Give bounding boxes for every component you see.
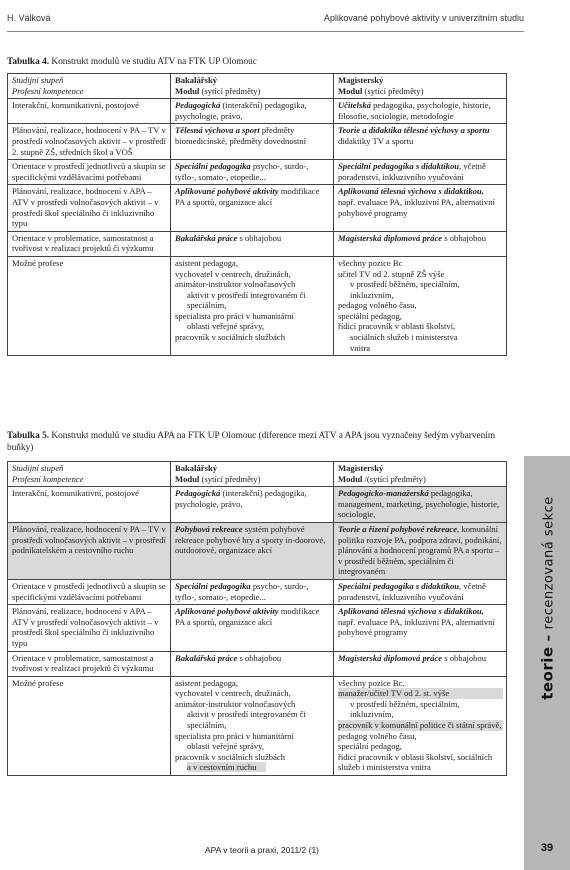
table4-header-cell <box>8 74 171 99</box>
module-subjects: (interakční) pedagogika, psychologie, právo, <box>175 488 307 509</box>
bachelor-module-cell <box>171 651 334 676</box>
header-module: Modul <box>338 473 363 484</box>
module-title: Speciální pedagogika s didaktikou <box>338 161 460 172</box>
bachelor-module-cell-shaded <box>171 522 334 579</box>
master-professions-cell <box>334 256 507 355</box>
module-subjects: psycho-, surdo-, tyflo-, somato-, etopedie... <box>175 161 309 182</box>
table4-header-row <box>8 74 507 99</box>
master-module-cell <box>334 160 507 185</box>
bachelor-module-cell <box>171 231 334 256</box>
module-title: Pedagogická <box>175 100 221 111</box>
table-row <box>8 579 507 604</box>
header-master: Magisterský <box>338 75 384 85</box>
table-row <box>8 522 507 579</box>
table-row <box>8 651 507 676</box>
master-module-cell <box>334 99 507 124</box>
module-title: Speciální pedagogika s didaktikou <box>338 580 460 591</box>
module-title: Pedagogicko-manažerská <box>338 488 429 499</box>
header-study-level: Studijní stupeň <box>12 463 64 473</box>
table5-header-cell <box>334 462 507 487</box>
master-professions-cell <box>334 676 507 775</box>
competence-cell: Plánování, realizace, hodnocení v APA – ATV v prostředí volnočasových aktivit – v prostředí škol speciálního či inkluzivního typu <box>8 605 171 651</box>
header-module: Modul <box>338 85 363 96</box>
profession-line: pedagog volného času, <box>338 730 417 741</box>
module-title: Pedagogická <box>175 488 221 499</box>
header-bachelor: Bakalářský <box>175 75 218 85</box>
module-title: Aplikované pohybové aktivity <box>175 186 279 197</box>
bachelor-module-cell <box>171 99 334 124</box>
table5-caption-text: Konstrukt modulů ve studiu APA na FTK UP Olomouc (diference mezi ATV a APA jsou vyznačeny šedým vybarvením buňky) <box>7 431 496 453</box>
table-row <box>8 185 507 231</box>
header-master: Magisterský <box>338 463 384 473</box>
table4-caption <box>7 56 517 68</box>
profession-line: speciální pedagog, <box>338 741 402 752</box>
profession-line: animátor-instruktor volnočasových <box>175 279 296 290</box>
table-row <box>8 487 507 523</box>
competence-cell-shaded: Plánování, realizace, hodnocení v PA – TV v prostředí volnočasových aktivit – v prostředí podnikatelském a cestovního ruchu <box>8 522 171 579</box>
competence-cell: Orientace v problematice, samostatnost a tvořivost v realizaci projektů či výzkumu <box>8 651 171 676</box>
table-row <box>8 605 507 651</box>
profession-line: speciální pedagog, <box>338 310 402 321</box>
table4-header-cell <box>171 74 334 99</box>
module-subjects: s obhajobou <box>237 232 282 243</box>
header-module: Modul <box>175 473 200 484</box>
table5-header-cell <box>171 462 334 487</box>
profession-line: všechny pozice Bc. <box>338 677 405 688</box>
module-subjects: modifikace PA a sportů, organizace akcí <box>175 606 320 627</box>
profession-line: vychovatel v centrech, družinách, <box>175 268 291 279</box>
header-rule <box>7 31 524 32</box>
module-subjects: pedagogika, psychologie, historie, filosofie, sociologie, metodologie <box>338 100 491 121</box>
module-subjects: systém pohybové rekreace pohybové hry a sporty in-doorové, outdoorové, organizace akcí <box>175 523 326 556</box>
header-competence: Profesní kompetence <box>12 85 84 96</box>
profession-line: aktivit v prostředí integrovaném či <box>187 289 306 300</box>
competence-cell: Možné profese <box>8 256 171 355</box>
competence-cell: Orientace v prostředí jednotlivců a skupin se specifickými vzdělávacími potřebami <box>8 160 171 185</box>
profession-line: animátor-instruktor volnočasových <box>175 698 296 709</box>
profession-line: speciálním, <box>187 300 227 311</box>
master-module-cell <box>334 651 507 676</box>
profession-line: učitel TV od 2. stupně ZŠ výše <box>338 268 445 279</box>
table4-header-cell <box>334 74 507 99</box>
section-label-dash: – <box>541 629 557 647</box>
module-title: Bakalářská práce <box>175 232 238 243</box>
profession-line: asistent pedagoga, <box>175 257 239 268</box>
page-number: 39 <box>540 842 554 854</box>
bachelor-module-cell <box>171 124 334 160</box>
module-subjects: , včetně poradenství, inkluzivního vyučování <box>338 580 486 602</box>
profession-line: všechny pozice Bc <box>338 257 403 268</box>
table-row <box>8 256 507 355</box>
module-subjects: , komunální politika rozvoje PA, podpora zdraví, podnikání, plánování a hodnocení programů PA a sportu – v prostředí běžném, speciálním či integrovaném <box>338 523 502 577</box>
section-label-theory: teorie <box>538 646 557 700</box>
master-module-cell <box>334 231 507 256</box>
master-module-cell-shaded <box>334 487 507 523</box>
table5-caption <box>7 430 517 454</box>
profession-line-highlighted: pracovník v komunální politice či státní správě, <box>338 720 502 731</box>
master-module-cell-shaded <box>334 522 507 579</box>
module-title: Teorie a didaktika tělesné výchovy a sportu <box>338 125 490 136</box>
header-module-note: (sytící předměty) <box>362 85 424 96</box>
competence-cell: Orientace v problematice, samostatnost a tvořivost v realizaci projektů či výzkumu <box>8 231 171 256</box>
bachelor-module-cell <box>171 605 334 651</box>
profession-line: inkluzivním, <box>350 289 394 300</box>
module-title: Aplikované pohybové aktivity <box>175 606 279 617</box>
profession-line: oblasti veřejné správy, <box>187 741 264 752</box>
table4 <box>7 73 507 356</box>
module-title: Pohybová rekreace <box>175 523 243 534</box>
master-module-cell <box>334 579 507 604</box>
table-row <box>8 231 507 256</box>
master-module-cell <box>334 185 507 231</box>
module-title: Tělesná výchova a sport <box>175 125 260 136</box>
header-bachelor: Bakalářský <box>175 463 218 473</box>
profession-line: řídicí pracovník v oblasti školství, sociálních služeb i ministerstva vnitra <box>338 751 493 773</box>
module-subjects: např. evaluace PA, inkluzivní PA, alternativní pohybové programy <box>338 196 495 218</box>
module-subjects: didaktiky TV a sportu <box>338 135 414 146</box>
module-title: Aplikovaná tělesná výchova s didaktikou, <box>338 606 484 617</box>
header-module: Modul <box>175 85 200 96</box>
profession-line-highlighted: a v cestovním ruchu <box>187 762 266 772</box>
module-subjects: s obhajobou <box>442 232 486 243</box>
module-title: Aplikovaná tělesná výchova s didaktikou, <box>338 186 484 197</box>
bachelor-professions-cell <box>171 256 334 355</box>
table4-caption-label: Tabulka 4. <box>7 57 50 67</box>
table5-caption-label: Tabulka 5. <box>7 431 50 441</box>
table-row <box>8 124 507 160</box>
master-module-cell <box>334 124 507 160</box>
table-row <box>8 160 507 185</box>
header-competence: Profesní kompetence <box>12 473 84 484</box>
competence-cell: Možné profese <box>8 676 171 775</box>
competence-cell: Orientace v prostředí jednotlivců a skupin se specifickými vzdělávacími potřebami <box>8 579 171 604</box>
table4-caption-text: Konstrukt modulů ve studiu ATV na FTK UP Olomouc <box>49 57 257 67</box>
module-title: Bakalářská práce <box>175 652 238 663</box>
competence-cell: Plánování, realizace, hodnocení v PA – TV v prostředí volnočasových aktivit – v prostředí 2. stupně ZŠ, středních škol a VOŠ <box>8 124 171 160</box>
profession-line: v prostředí běžném, speciálním, <box>350 279 460 290</box>
module-subjects: modifikace PA a sportů, organizace akcí <box>175 186 320 207</box>
profession-line: pracovník v sociálních službách <box>175 751 286 762</box>
competence-cell: Interakční, komunikativní, postojové <box>8 487 171 523</box>
bachelor-module-cell <box>171 579 334 604</box>
module-title: Teorie a řízení pohybové rekreace <box>338 523 458 534</box>
module-subjects: (interakční) pedagogika, psychologie, právo, <box>175 100 307 121</box>
running-header <box>7 13 524 27</box>
footer-journal: APA v teorii a praxi, 2011/2 (1) <box>204 845 320 855</box>
profession-line-highlighted: manažer/učitel TV od 2. st. výše <box>338 688 503 699</box>
module-subjects: např. evaluace PA, inkluzivní PA, alternativní pohybové programy <box>338 616 495 638</box>
profession-line: pedagog volného času, <box>338 300 417 311</box>
profession-line: pracovník v sociálních službách <box>175 332 286 343</box>
profession-line: asistent pedagoga, <box>175 677 239 688</box>
profession-line: specialista pro práci v humanitární <box>175 310 294 321</box>
module-title: Magisterská diplomová práce <box>338 232 443 243</box>
header-study-level: Studijní stupeň <box>12 75 64 85</box>
header-module-note: (sytící předměty) <box>199 85 261 96</box>
module-subjects: s obhajobou <box>237 652 282 663</box>
profession-line: řídicí pracovník v oblasti školství, <box>338 321 456 332</box>
module-title: Speciální pedagogika <box>175 161 251 172</box>
competence-cell: Plánování, realizace, hodnocení v APA – ATV v prostředí volnočasových aktivit – v prostředí škol speciálního či inkluzivního typu <box>8 185 171 231</box>
profession-line: aktivit v prostředí integrovaném či <box>187 709 306 720</box>
module-title: Speciální pedagogika <box>175 580 251 591</box>
profession-line: specialista pro práci v humanitární <box>175 730 294 741</box>
bachelor-module-cell <box>171 185 334 231</box>
header-author: H. Válková <box>7 13 51 23</box>
bachelor-module-cell <box>171 487 334 523</box>
profession-line: vychovatel v centrech, družinách, <box>175 688 291 699</box>
profession-line: oblasti veřejné správy, <box>187 321 264 332</box>
profession-line: vnitra <box>350 342 371 353</box>
module-subjects: předměty biomedicínské, předměty dovednostní <box>175 125 307 146</box>
table5-header-cell <box>8 462 171 487</box>
header-module-note: /(sytící předměty) <box>362 473 426 484</box>
header-title: Aplikované pohybové aktivity v univerzitním studiu <box>323 13 524 23</box>
module-subjects: psycho-, surdo-, tyflo-, somato-, etopedie... <box>175 580 309 602</box>
bachelor-professions-cell <box>171 676 334 775</box>
master-module-cell <box>334 605 507 651</box>
module-title: Magisterská diplomová práce <box>338 652 443 663</box>
profession-line: inkluzivním, <box>350 709 394 720</box>
table5 <box>7 461 507 776</box>
table5-header-row <box>8 462 507 487</box>
module-subjects: s obhajobou <box>442 652 486 663</box>
table-row <box>8 676 507 775</box>
module-subjects: pedagogika, management, marketing, psychologie, historie, sociologie, <box>338 488 500 520</box>
section-label <box>538 496 557 700</box>
profession-line: v prostředí běžném, speciálním, <box>350 698 460 709</box>
header-module-note: (sytící předměty) <box>199 473 261 484</box>
section-label-reviewed: recenzovaná sekce <box>541 496 557 630</box>
profession-line: speciálním, <box>187 720 227 731</box>
table-row <box>8 99 507 124</box>
module-subjects: , včetně poradenství, inkluzivního vyučování <box>338 161 486 182</box>
profession-line: sociálních služeb i ministerstva <box>350 332 458 343</box>
module-title: Učitelská <box>338 100 371 111</box>
bachelor-module-cell <box>171 160 334 185</box>
competence-cell: Interakční, komunikativní, postojové <box>8 99 171 124</box>
